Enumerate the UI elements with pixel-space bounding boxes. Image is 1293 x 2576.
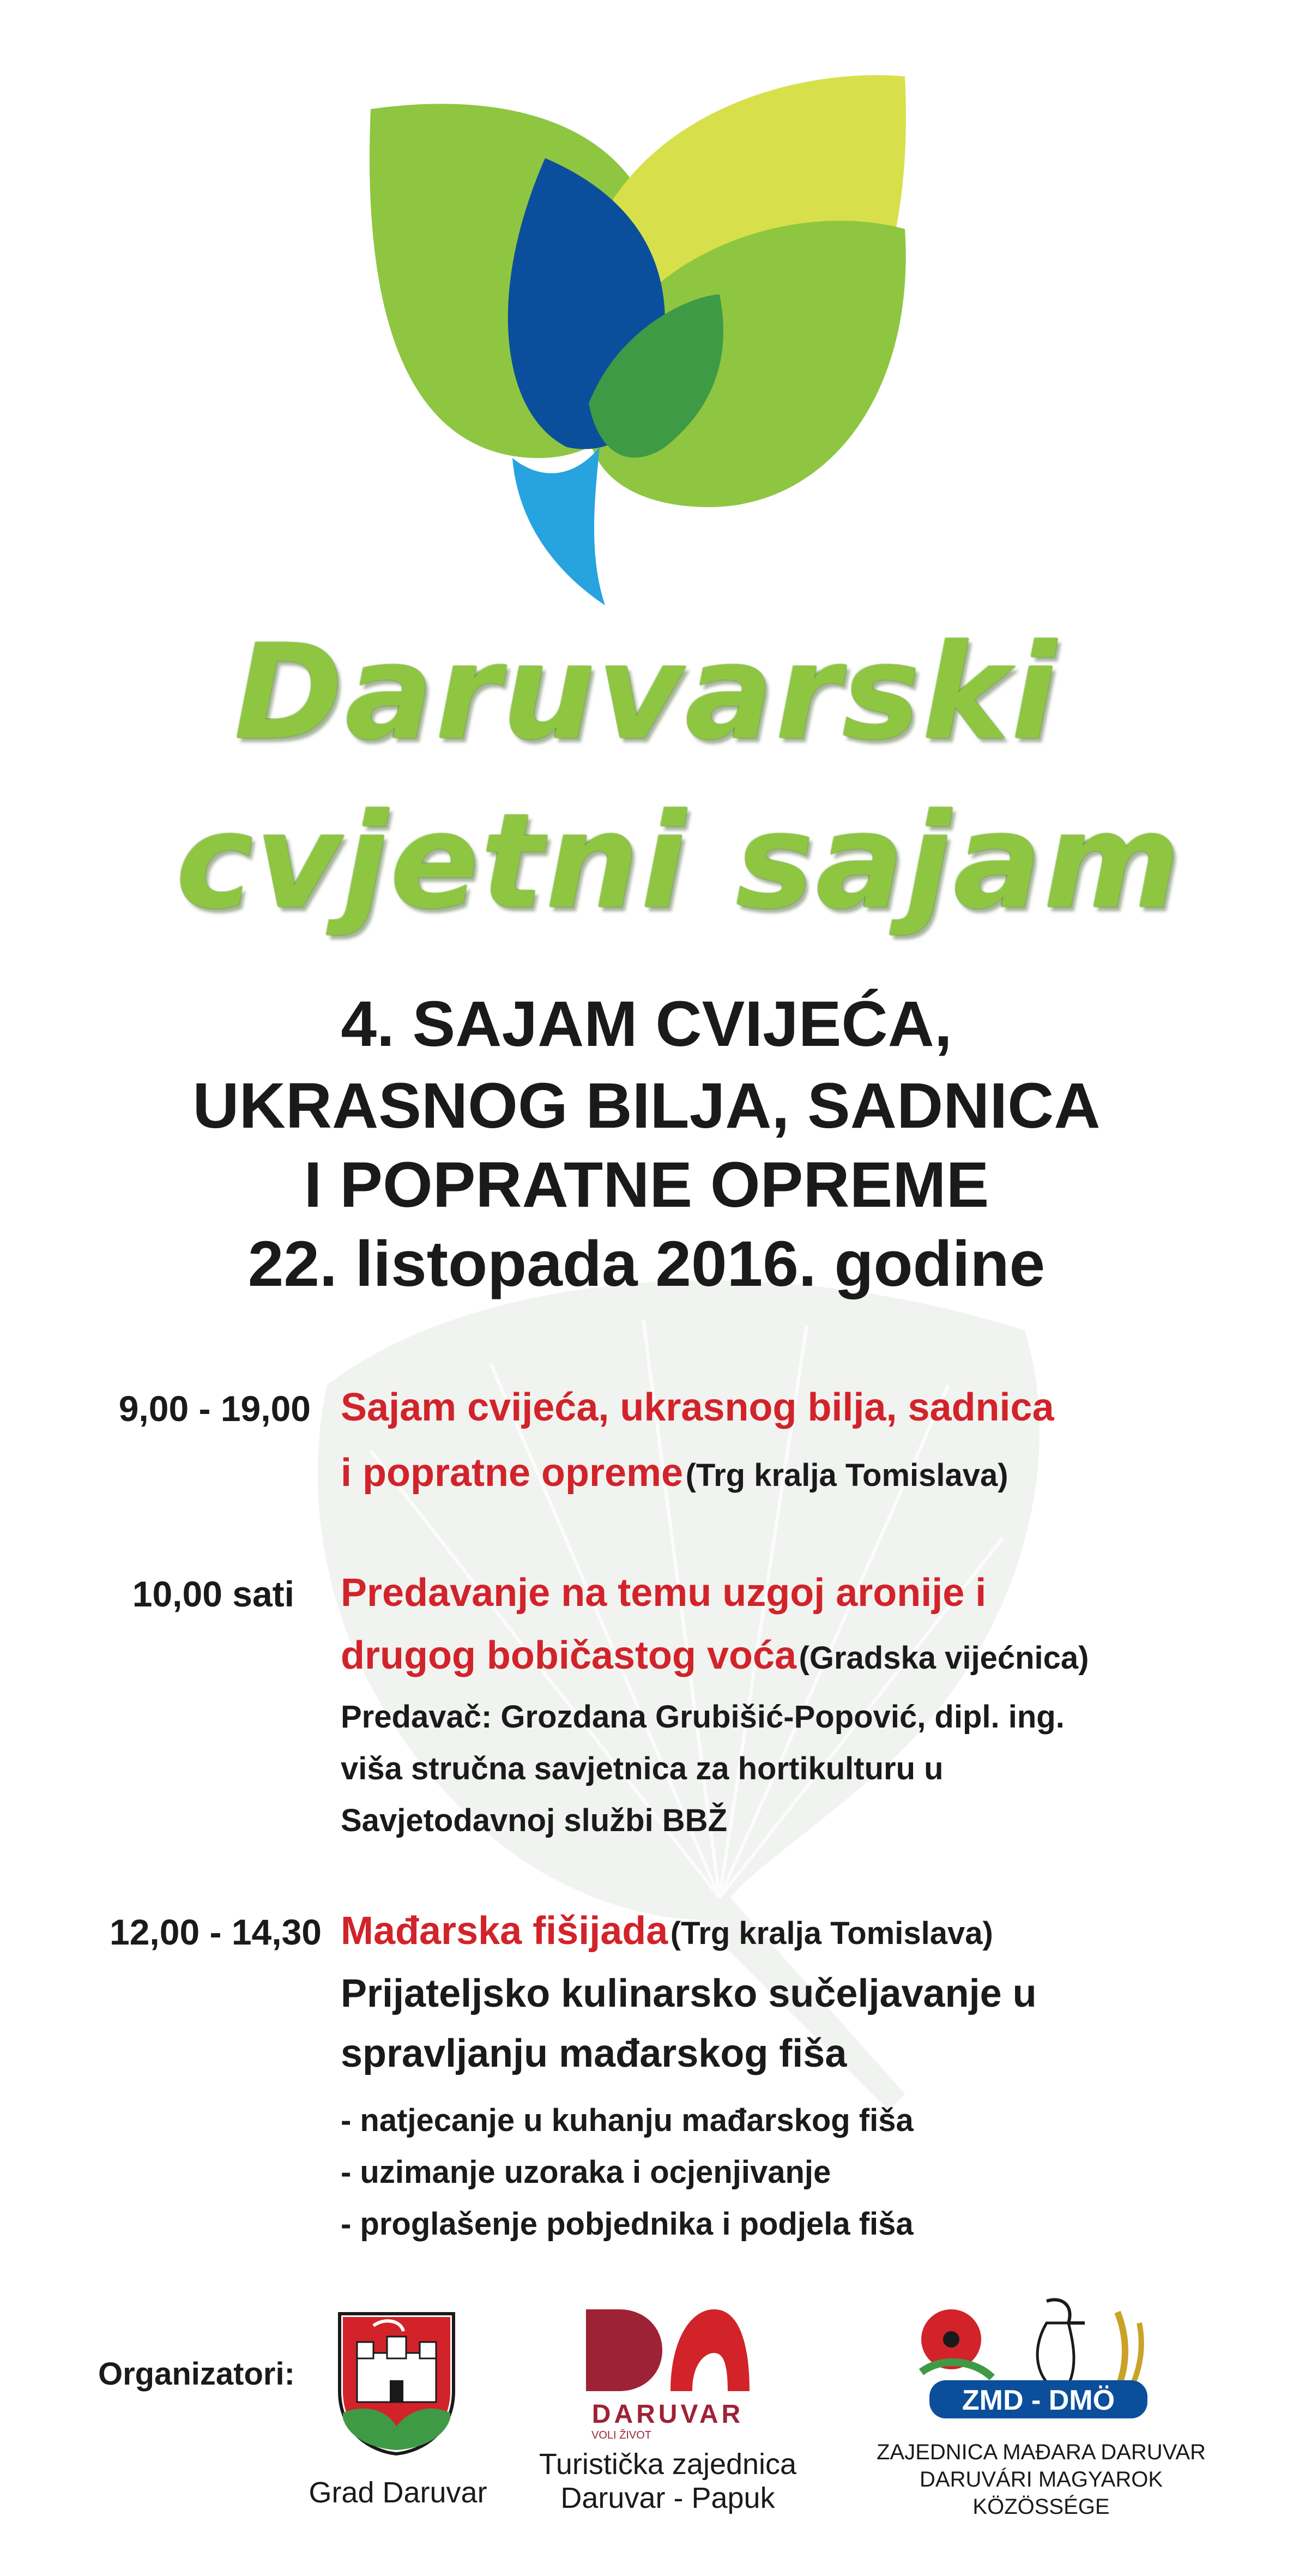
program-time-2: 10,00 sati — [132, 1574, 294, 1614]
zmd-caption-line-3: KÖZÖSSÉGE — [972, 2495, 1110, 2519]
program-note-2-3: Savjetodavnoj službi BBŽ — [341, 1803, 727, 1838]
program-bullet-3-1: - natjecanje u kuhanju mađarskog fiša — [341, 2103, 914, 2138]
program-bullet-3-3: - proglašenje pobjednika i podjela fiša — [341, 2206, 914, 2242]
program-note-2-1: Predavač: Grozdana Grubišić-Popović, dipl. ing. — [341, 1699, 1065, 1735]
tz-daruvar-logo — [581, 2304, 755, 2397]
headline-date: 22. listopada 2016. godine — [247, 1228, 1046, 1300]
program-title-3: Mađarska fišijada — [341, 1909, 668, 1953]
headline-line-3: I POPRATNE OPREME — [304, 1149, 989, 1221]
program-subtitle-3b: spravljanju mađarskog fiša — [341, 2032, 847, 2075]
tz-caption-line-2: Daruvar - Papuk — [560, 2482, 775, 2514]
tz-tagline: VOLI ŽIVOT — [591, 2429, 652, 2441]
flower-logo — [360, 65, 927, 611]
zmd-badge-text: ZMD - DMÖ — [962, 2385, 1115, 2416]
program-subtitle-3a: Prijateljsko kulinarsko sučeljavanje u — [341, 1972, 1037, 2015]
tz-caption-line-1: Turistička zajednica — [539, 2448, 797, 2481]
headline-line-2: UKRASNOG BILJA, SADNICA — [192, 1070, 1101, 1142]
organizers-label: Organizatori: — [98, 2356, 295, 2392]
program-place-1: (Trg kralja Tomislava) — [685, 1458, 1008, 1493]
program-place-3: (Trg kralja Tomislava) — [670, 1916, 993, 1951]
program-title-2a: Predavanje na temu uzgoj aronije i — [341, 1571, 987, 1615]
program-place-2: (Gradska vijećnica) — [799, 1640, 1089, 1676]
grad-daruvar-coat-of-arms — [335, 2309, 458, 2457]
program-title-1a: Sajam cvijeća, ukrasnog bilja, sadnica — [341, 1386, 1054, 1429]
program-title-2b-row — [341, 1633, 1089, 1678]
tz-brand-text: DARUVAR — [591, 2400, 744, 2429]
zmd-caption-line-1: ZAJEDNICA MAĐARA DARUVAR — [877, 2440, 1206, 2464]
program-time-3: 12,00 - 14,30 — [110, 1912, 322, 1952]
program-time-1: 9,00 - 19,00 — [118, 1388, 311, 1429]
program-bullet-3-2: - uzimanje uzoraka i ocjenjivanje — [341, 2154, 831, 2190]
program-title-1b-row — [341, 1450, 1008, 1495]
program-title-2b: drugog bobičastog voća — [341, 1634, 797, 1677]
grad-daruvar-caption: Grad Daruvar — [309, 2476, 487, 2509]
headline-line-1: 4. SAJAM CVIJEĆA, — [341, 988, 952, 1060]
brand-title-line-2: cvjetni sajam — [176, 785, 1183, 938]
brand-title-line-1: Daruvarski — [234, 616, 1059, 769]
program-title-1b: i popratne opreme — [341, 1451, 684, 1495]
zmd-caption-line-2: DARUVÁRI MAGYAROK — [920, 2467, 1163, 2491]
program-title-3-row — [341, 1909, 993, 1953]
program-note-2-2: viša stručna savjetnica za hortikulturu u — [341, 1751, 944, 1786]
